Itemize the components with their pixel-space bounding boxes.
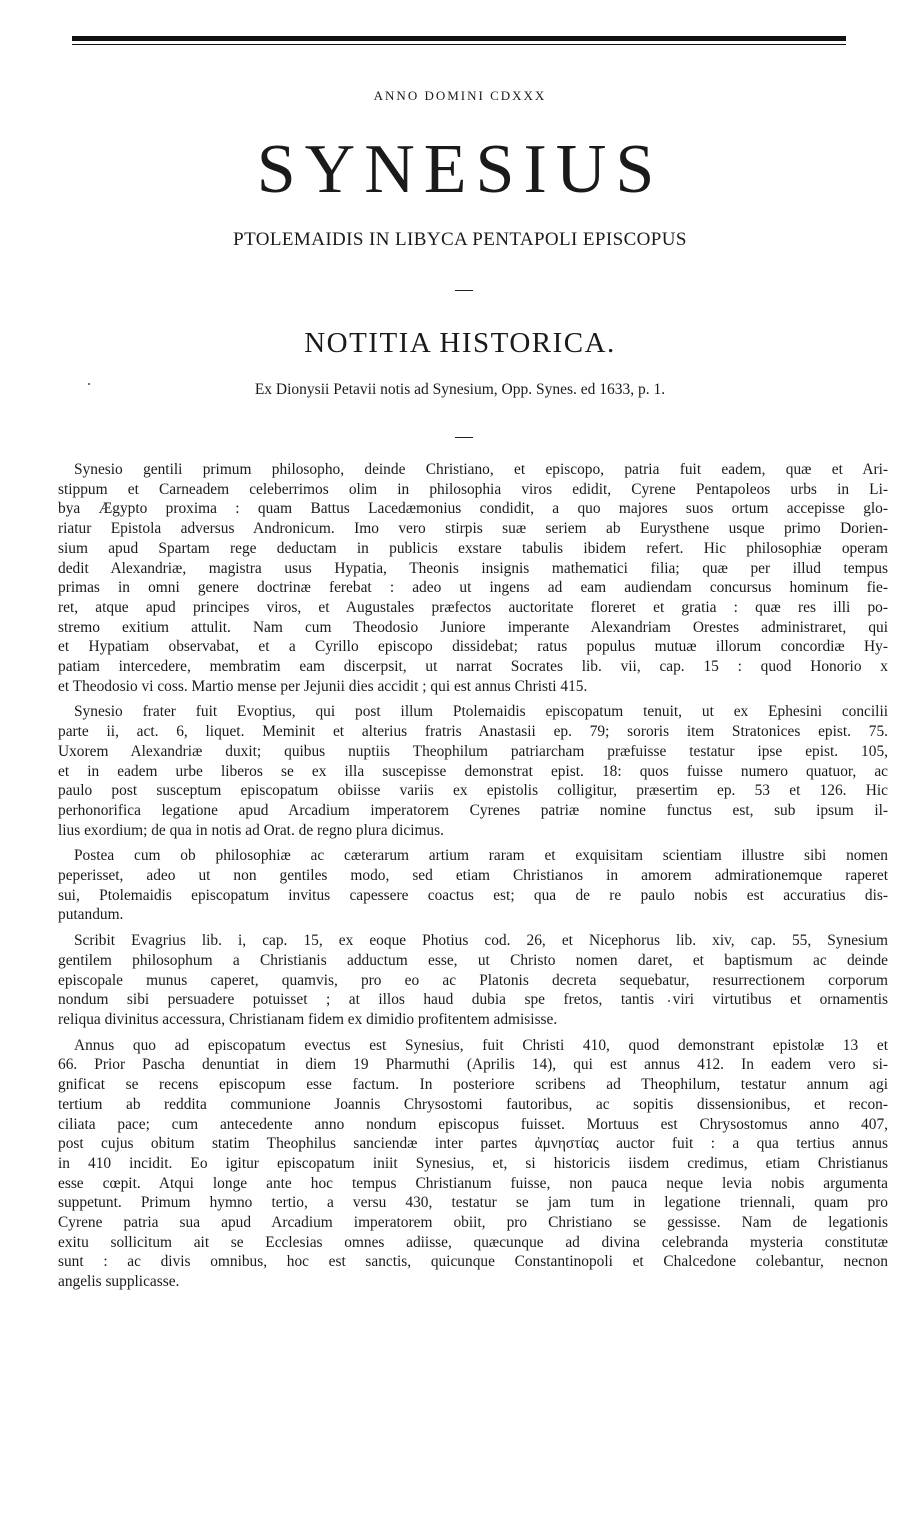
text-line: reliqua divinitus accessura, Christianam fidem ex dimidio profitentem admisisse. [58, 1010, 558, 1028]
top-rule-thick [72, 36, 846, 41]
text-line: Synesio gentili primum philosopho, deinde Christiano, et episcopo, patria fuit eadem, quæ et Ari- [74, 461, 888, 478]
text-line: Annus quo ad episcopatum evectus est Synesius, fuit Christi 410, quod demonstrant epistolæ 13 et [74, 1036, 888, 1054]
text-line: sunt : ac divis omnibus, hoc est sanctis, quicunque Constantinopoli et Chalcedone colebantur, necnon [58, 1253, 888, 1271]
text-line: Uxorem Alexandriæ duxit; quibus nuptiis Theophilum patriarcham præfuisse testatur ipse epist. 105, [58, 742, 888, 760]
text-line: lius exordium; de qua in notis ad Orat. de regno plura dicimus. [58, 821, 444, 839]
text-line: patiam intercedere, membratim eam discerpsit, ut narrat Socrates lib. vii, cap. 15 : quod Honorio x [58, 658, 888, 676]
text-line: nondum sibi persuadere potuisset ; at illos haud dubia spe fretos, tantis viri virtutibus et ornamentis [58, 991, 888, 1009]
paragraph [58, 846, 888, 925]
anno-domini-line: ANNO DOMINI CDXXX [373, 88, 547, 103]
text-line: sui, Ptolemaidis episcopatum invitus capessere coactus est; qua de re paulo nobis est accuratius dis- [58, 886, 888, 904]
text-line: bya Ægypto proxima : quam Battus Lacedæmonius condidit, a quo majores suos ortum accepisse glo- [58, 500, 888, 518]
text-line: Scribit Evagrius lib. i, cap. 15, ex eoque Photius cod. 26, et Nicephorus lib. xiv, cap. 55, Synesium [74, 932, 888, 950]
text-line: Postea cum ob philosophiæ ac cæterarum artium raram et exquisitam scientiam illustre sibi nomen [74, 847, 888, 865]
text-line: peperisset, adeo ut non gentiles modo, sed etiam Christianos in amorem admirationemque raperet [58, 867, 888, 885]
text-line: stremo exitium attulit. Nam cum Theodosio Juniore imperante Alexandriam Orestes administraret, qui [58, 618, 888, 636]
text-line: suppetunt. Primum hymno tertio, a versu 430, testatur se jam tum in legatione triennali, quam pro [58, 1194, 888, 1212]
text-line: in 410 incidit. Eo igitur episcopatum iniit Synesius, et, si historicis iisdem credimus, etiam Christianus [58, 1154, 888, 1172]
text-line: Synesio frater fuit Evoptius, qui post illum Ptolemaidis episcopatum tenuit, ut ex Ephesini concilii [74, 703, 888, 721]
text-line: Cyrene patria sua apud Arcadium imperatorem obiit, pro Christiano se gessisse. Nam de legationis [58, 1214, 888, 1232]
text-line: ciliata pace; cum antecedente anno nondum episcopus fuisset. Mortuus est Chrysostomus anno 407, [58, 1115, 888, 1133]
text-line: esse cœpit. Atqui longe ante hoc tempus Christianum fuisse, non pauca neque levia nobis argumenta [58, 1174, 888, 1192]
text-line: post cujus obitum statim Theophilus sanciendæ inter partes ἀμνηστίας auctor fuit : a qua tertius annus [58, 1135, 888, 1153]
paragraph [58, 931, 888, 1030]
separator-dash [455, 437, 473, 438]
section-heading: NOTITIA HISTORICA. [304, 327, 616, 359]
paragraph [58, 1036, 888, 1292]
text-line: tertium ab reddita communione Joannis Chrysostomi fautoribus, ac sopitis dissensionibus, et recon- [58, 1095, 888, 1113]
text-line: et in eadem urbe liberos se ex illa suscepisse demonstrat epist. 18: quos fuisse numero quatuor, ac [58, 762, 888, 780]
text-line: stippum et Carneadem celeberrimos olim in philosophia viros edidit, Cyrene Pentapoleos urbs in Li- [58, 480, 888, 498]
text-line: primas in omni genere doctrinæ ferebat : adeo ut ingens ad eam audiendam concursus hominum fie- [58, 579, 888, 597]
text-line: perhonorifica legatione apud Arcadium imperatorem Cyrenes patriæ nomine functus est, sub ipsum il- [58, 801, 888, 819]
text-line: exitu sollicitum ait se Ecclesias omnes adiisse, quæcunque ad divina celebranda mysteria constitutæ [58, 1233, 888, 1251]
page-title: SYNESIUS [256, 131, 664, 208]
body-text [58, 460, 888, 1298]
page-subtitle: PTOLEMAIDIS IN LIBYCA PENTAPOLI EPISCOPUS [233, 229, 687, 250]
text-line: riatur Epistola adversus Andronicum. Imo vero stirpis suæ seriem ab Eurysthene usque primo Dorien- [58, 520, 888, 538]
text-line: et Theodosio vi coss. Martio mense per Jejunii dies accidit ; qui est annus Christi 415. [58, 677, 588, 695]
text-line: 66. Prior Pascha denuntiat in diem 19 Pharmuthi (Aprilis 14), qui est annus 412. In eadem vero si- [58, 1056, 888, 1074]
separator-dash [455, 290, 473, 291]
text-line: et Hypatiam observabat, et a Cyrillo episcopo dissidebat; ratus populus mutuæ illorum concordiæ Hy- [58, 638, 888, 656]
print-speck [88, 383, 90, 385]
text-line: ret, atque apud principes viros, et Augustales præfectos auctoritate floreret et gratia : quæ res illi po- [58, 598, 888, 616]
text-line: gnificat se recens episcopum esse factum. In posteriore scribens ad Theophilum, testatur annum agi [58, 1076, 888, 1094]
text-line: angelis supplicasse. [58, 1273, 180, 1291]
source-citation: Ex Dionysii Petavii notis ad Synesium, Opp. Synes. ed 1633, p. 1. [254, 381, 666, 398]
text-line: putandum. [58, 906, 124, 924]
text-line: sium apud Spartam rege deductam in publicis exstare tabulis ibidem refert. Hic philosophiæ operam [58, 539, 888, 557]
top-rule-thin [72, 44, 846, 45]
text-line: paulo post susceptum episcopatum obiisse variis ex epistolis colligitur, præsertim ep. 53 et 126. Hic [58, 782, 888, 800]
text-line: dedit Alexandriæ, magistra usus Hypatia, Theonis insignis mathematici filia; quæ per illud tempus [58, 559, 888, 577]
paragraph [58, 460, 888, 696]
text-line: gentilem philosophum a Christianis adductum esse, ut Christo nomen daret, et baptismum ac deinde [58, 951, 888, 969]
paragraph [58, 702, 888, 840]
text-line: parte ii, act. 6, liquet. Meminit et alterius fratris Anastasii ep. 79; sororis item Stratonices epist. 75. [58, 723, 888, 741]
text-line: episcopale munus caperet, quamvis, pro eo ac Platonis decreta sequebatur, resurrectionem corporum [58, 971, 888, 989]
